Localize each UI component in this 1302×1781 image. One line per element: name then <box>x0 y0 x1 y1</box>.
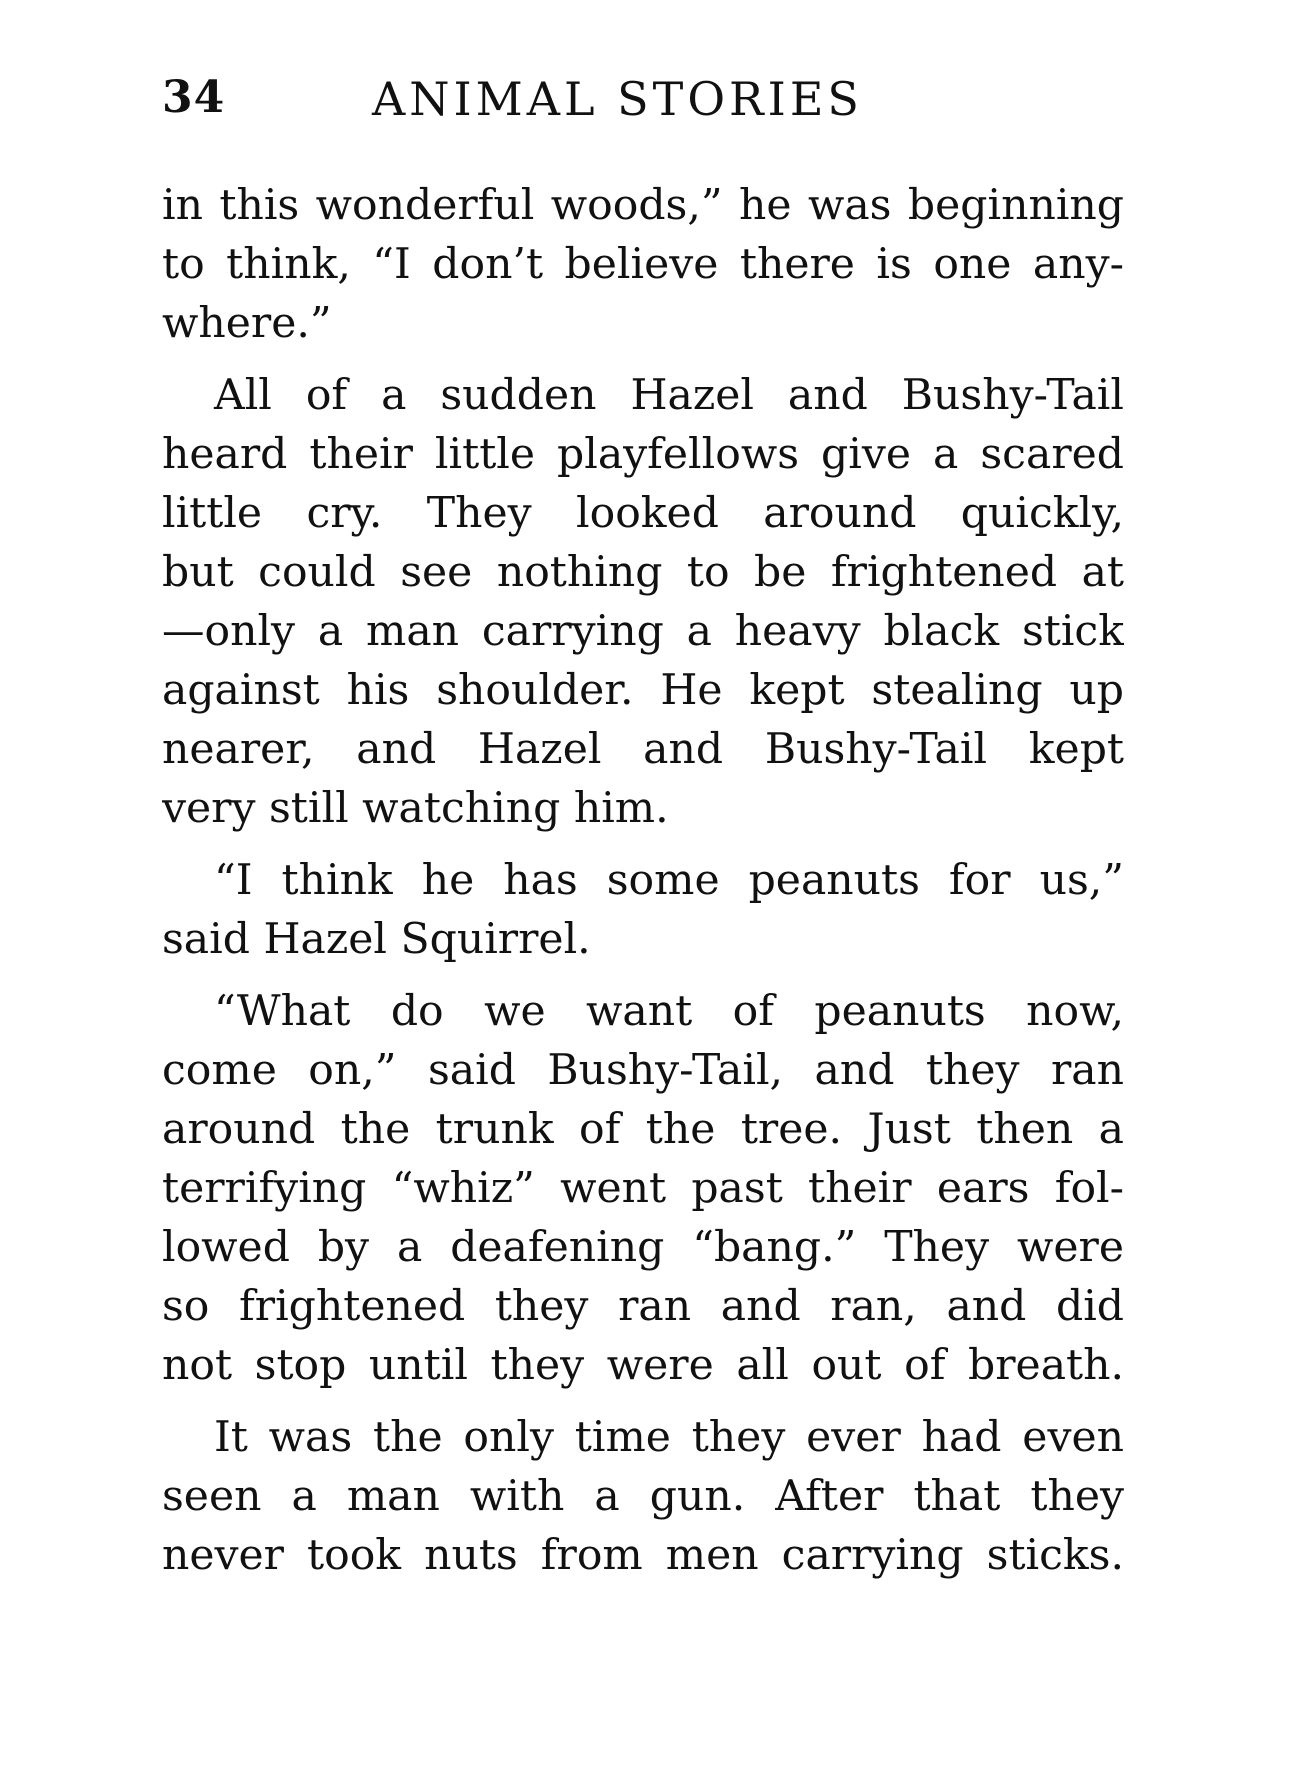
text-line: come on,” said Bushy-Tail, and they ran <box>162 1046 1124 1095</box>
text-line: around the trunk of the tree. Just then a <box>162 1105 1124 1154</box>
paragraph-1 <box>162 176 1124 353</box>
text-line: in this wonderful woods,” he was beginning <box>162 181 1124 230</box>
paragraph-3 <box>162 851 1124 969</box>
text-line: —only a man carrying a heavy black stick <box>162 607 1124 656</box>
text-line: said Hazel Squirrel. <box>162 915 591 964</box>
text-line: to think, “I don’t believe there is one any- <box>162 240 1124 289</box>
text-line: nearer, and Hazel and Bushy-Tail kept <box>162 725 1124 774</box>
text-line: not stop until they were all out of breath. <box>162 1341 1124 1390</box>
text-line: terrifying “whiz” went past their ears fol- <box>162 1164 1124 1213</box>
paragraph-2 <box>162 366 1124 838</box>
text-line: “I think he has some peanuts for us,” <box>214 856 1124 905</box>
paragraph-4 <box>162 982 1124 1395</box>
text-line: All of a sudden Hazel and Bushy-Tail <box>214 371 1124 420</box>
text-line: but could see nothing to be frightened at <box>162 548 1124 597</box>
page-header <box>162 72 1122 132</box>
text-line: very still watching him. <box>162 784 669 833</box>
running-title: ANIMAL STORIES <box>372 72 863 126</box>
text-line: seen a man with a gun. After that they <box>162 1472 1124 1521</box>
body-text <box>162 176 1124 1585</box>
text-line: “What do we want of peanuts now, <box>214 987 1124 1036</box>
text-line: so frightened they ran and ran, and did <box>162 1282 1124 1331</box>
text-line: lowed by a deafening “bang.” They were <box>162 1223 1124 1272</box>
text-line: It was the only time they ever had even <box>214 1413 1124 1462</box>
page-number: 34 <box>162 72 226 123</box>
text-line: where.” <box>162 299 332 348</box>
text-line: heard their little playfellows give a scared <box>162 430 1124 479</box>
text-line: little cry. They looked around quickly, <box>162 489 1124 538</box>
text-line: never took nuts from men carrying sticks. <box>162 1531 1124 1580</box>
text-line: against his shoulder. He kept stealing up <box>162 666 1124 715</box>
paragraph-5 <box>162 1408 1124 1585</box>
